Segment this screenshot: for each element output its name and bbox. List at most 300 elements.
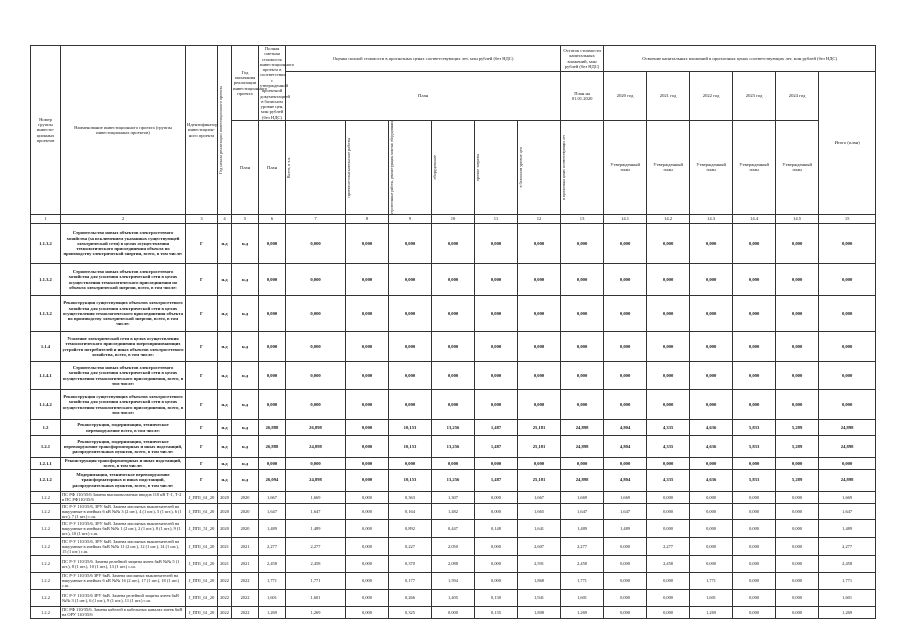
row-number: 1.2.2 — [31, 606, 61, 618]
header-project-id: Идентификатор инвестицион-ного проекта — [186, 46, 218, 215]
table-cell: 0,000 — [561, 390, 604, 420]
table-cell: 4,335 — [647, 420, 690, 436]
table-row — [31, 224, 876, 264]
row-number: 1.2.2 — [31, 519, 61, 537]
table-cell: 0,000 — [690, 519, 733, 537]
data-table — [30, 45, 876, 619]
table-cell: 0,000 — [647, 606, 690, 618]
table-cell: 2022 — [232, 606, 259, 618]
header-total-col: Всего, в т.ч. — [286, 120, 346, 214]
table-cell: 0,000 — [518, 362, 561, 390]
header-cost-estimate: Оценка полной стоимости в прогнозных ценах соответствующих лет, млн рублей (без НДС) — [286, 46, 561, 72]
header-capital-investment: Освоение капитальных вложений в прогнозных ценах соответствующих лет, млн рублей (без НДС) — [604, 46, 876, 72]
table-cell: 0,227 — [389, 537, 432, 555]
table-cell: 0,000 — [518, 390, 561, 420]
table-cell: 0,000 — [259, 458, 286, 470]
table-cell: 0,000 — [561, 332, 604, 362]
table-cell: 1,667 — [259, 491, 286, 503]
table-cell: 1,601 — [259, 589, 286, 606]
table-cell: Г — [186, 469, 218, 491]
table-cell: 1,669 — [286, 491, 346, 503]
table-cell: 2,458 — [286, 555, 346, 572]
table-cell: 1,269 — [690, 606, 733, 618]
row-number: 1.1.4.2 — [31, 390, 61, 420]
table-cell: 0,000 — [346, 436, 389, 458]
table-cell: 1,647 — [286, 503, 346, 519]
table-cell: 1,647 — [259, 503, 286, 519]
table-cell: 0,000 — [733, 296, 776, 332]
table-cell: 26,888 — [259, 436, 286, 458]
row-project-name: ПС Р-У 110/35/6 ЗРУ 6кВ. Замена релейной защиты ячеек 6кВ №№ 3 (1 шт.), 6 (1 шт.), 9 (1 шт.), 11 (1 шт.) с.ш. — [61, 589, 186, 606]
table-cell: 0,000 — [604, 296, 647, 332]
table-cell: н.д — [218, 458, 232, 470]
table-cell: 25,181 — [518, 469, 561, 491]
table-cell: 0,000 — [561, 264, 604, 296]
table-row — [31, 491, 876, 503]
table-cell: 0,000 — [346, 362, 389, 390]
table-cell: 2021 — [218, 537, 232, 555]
table-cell: J_ПП1_61_20 — [186, 555, 218, 572]
table-cell: 0,000 — [346, 572, 389, 589]
column-number: 2 — [61, 215, 186, 224]
column-number: 7 — [286, 215, 346, 224]
table-cell: 0,000 — [776, 589, 819, 606]
table-cell: 1,665 — [518, 503, 561, 519]
table-cell: 1,405 — [432, 589, 475, 606]
table-cell: 0,000 — [475, 503, 518, 519]
table-cell: 0,000 — [604, 589, 647, 606]
column-number: 14.3 — [690, 215, 733, 224]
table-cell: 1,601 — [819, 589, 876, 606]
table-cell: 0,447 — [432, 519, 475, 537]
table-cell: н.д — [218, 469, 232, 491]
row-project-name: ПС РФ 110/35/6. Замена кабелей в кабельных каналах ячеек 6кВ на ОРУ 110/35/6 — [61, 606, 186, 618]
table-cell: 0,000 — [475, 362, 518, 390]
table-cell: 0,000 — [690, 264, 733, 296]
table-cell: 0,000 — [561, 224, 604, 264]
column-number: 14.2 — [647, 215, 690, 224]
row-project-name: Реконструкция существующих объектов электросетевого хозяйства для усиления электрической сети в целях осуществления технологического присоединения, всего, в том числе: — [61, 390, 186, 420]
table-cell: J_ПП1_61_20 — [186, 537, 218, 555]
table-cell: н.д — [232, 224, 259, 264]
table-cell: Г — [186, 296, 218, 332]
table-cell: 0,000 — [647, 458, 690, 470]
header-plan: План — [286, 72, 561, 121]
table-cell: 2,591 — [518, 555, 561, 572]
row-project-name: ПС Р-У 110/35/6 ЗРУ 6кВ. Замена масляных выключателей на вакуумные в ячейках 6 кВ №№ 16 (2 шт.), 17 (1 шт.), 18 (1 шт.) с.ш. — [61, 572, 186, 589]
table-cell: 4,636 — [690, 420, 733, 436]
table-row — [31, 469, 876, 491]
column-number: 14.5 — [776, 215, 819, 224]
table-row — [31, 436, 876, 458]
table-cell: 0,000 — [389, 264, 432, 296]
table-cell: 0,000 — [647, 491, 690, 503]
table-cell: 0,000 — [475, 555, 518, 572]
table-cell: 4,335 — [647, 469, 690, 491]
table-cell: 5,289 — [776, 420, 819, 436]
table-cell: н.д — [232, 469, 259, 491]
table-cell: 26,094 — [259, 469, 286, 491]
row-project-name: ПС Р-У 110/35/6, ЗРУ 6кВ. Замена масляных выключателей на вакуумные в ячейках 6кВ №№ 11 (2 шт.), 12 (1 шт.), 14 (1 шт.), 15 (1 шт.) с.ш. — [61, 537, 186, 555]
row-number: 1.2.2 — [31, 589, 61, 606]
table-cell: 0,000 — [776, 224, 819, 264]
header-start-year: Год начала реализации инвестиционного проекта — [218, 46, 232, 215]
table-cell: 0,325 — [389, 606, 432, 618]
row-project-name: Строительство новых объектов электросетевого хозяйства для усиления электрической сети в целях осуществления технологического присоединения по объекта электрической энергии, всего, в том числе: — [61, 264, 186, 296]
table-cell: 1,307 — [432, 491, 475, 503]
table-cell: 25,181 — [518, 420, 561, 436]
table-cell: 2020 — [232, 491, 259, 503]
row-project-name: ПС Р-У 110/35/6. Замена релейной защиты ячеек 6кВ №№ 5 (1 шт.), 8 (1 шт.), 10 (1 шт.), 13 (1 шт.) с.ш. — [61, 555, 186, 572]
table-cell: 0,000 — [561, 296, 604, 332]
header-2023: 2023 год — [733, 72, 776, 121]
table-cell: J_ПП1_61_20 — [186, 606, 218, 618]
table-cell: 0,000 — [776, 458, 819, 470]
row-project-name: Реконструкция, модернизация, техническое перевооружение трансформаторных и иных подстанций, распределительных пунктов, всего, в том числе: — [61, 436, 186, 458]
table-cell: 0,000 — [647, 572, 690, 589]
table-cell: 4,804 — [604, 420, 647, 436]
table-cell: 4,804 — [604, 436, 647, 458]
header-end-year: Год окончания реализации инвестиционного проекта — [232, 46, 259, 121]
table-cell: 0,000 — [346, 224, 389, 264]
table-cell: 24,898 — [561, 436, 604, 458]
row-number: 1.2.2 — [31, 572, 61, 589]
table-cell: 1,808 — [518, 606, 561, 618]
table-cell: 1,647 — [604, 503, 647, 519]
table-cell: 0,000 — [561, 362, 604, 390]
row-number: 1.1.3.2 — [31, 224, 61, 264]
table-cell: J_ПП1_61_20 — [186, 589, 218, 606]
column-number: 11 — [475, 215, 518, 224]
table-cell: 2,458 — [819, 555, 876, 572]
table-cell: J_ПП1_51_20 — [186, 519, 218, 537]
table-cell: 0,000 — [346, 589, 389, 606]
table-cell: 1,669 — [604, 491, 647, 503]
table-cell: 0,000 — [286, 296, 346, 332]
row-project-name: Строительство новых объектов электросетевого хозяйства для усиления электрической сети в целях осуществления технологического присоединения, всего, в том числе: — [61, 362, 186, 390]
header-approved-2021: Утвержденный план — [647, 120, 690, 214]
table-cell: 0,135 — [475, 606, 518, 618]
table-cell: 0,000 — [733, 606, 776, 618]
table-cell: 1,489 — [561, 519, 604, 537]
table-cell: 2,277 — [286, 537, 346, 555]
table-cell: 0,000 — [346, 458, 389, 470]
table-cell: 0,000 — [346, 296, 389, 332]
header-forecast: в прогнозных ценах соответствующих лет — [561, 120, 604, 214]
table-cell: 0,000 — [475, 296, 518, 332]
table-cell: 0,000 — [518, 224, 561, 264]
table-cell: 0,000 — [690, 491, 733, 503]
table-cell: 0,000 — [733, 491, 776, 503]
column-number: 9 — [389, 215, 432, 224]
table-cell: 0,000 — [776, 491, 819, 503]
header-2021: 2021 год — [647, 72, 690, 121]
table-cell: 0,000 — [286, 458, 346, 470]
table-cell: 0,000 — [604, 572, 647, 589]
row-number: 1.2.1 — [31, 436, 61, 458]
table-cell: 2020 — [218, 491, 232, 503]
table-cell: 0,000 — [518, 332, 561, 362]
table-cell: 0,370 — [389, 555, 432, 572]
table-cell: 1,941 — [518, 589, 561, 606]
header-2020: 2020 год — [604, 72, 647, 121]
table-cell: н.д — [232, 264, 259, 296]
table-cell: 0,000 — [432, 606, 475, 618]
table-cell: 2,088 — [432, 555, 475, 572]
table-cell: 0,000 — [475, 491, 518, 503]
table-cell: 2022 — [232, 572, 259, 589]
table-cell: 0,000 — [389, 224, 432, 264]
table-cell: 1,269 — [561, 606, 604, 618]
table-cell: 0,000 — [475, 264, 518, 296]
table-cell: 0,000 — [690, 296, 733, 332]
table-cell: 0,000 — [475, 224, 518, 264]
table-cell: н.д — [218, 264, 232, 296]
row-number: 1.2.2 — [31, 555, 61, 572]
table-row — [31, 555, 876, 572]
table-cell: J_ПП1_61_20 — [186, 572, 218, 589]
table-cell: 24,898 — [286, 469, 346, 491]
table-cell: н.д — [232, 458, 259, 470]
column-number: 6 — [259, 215, 286, 224]
column-number: 1 — [31, 215, 61, 224]
table-row — [31, 362, 876, 390]
table-cell: 1,487 — [475, 420, 518, 436]
column-number: 8 — [346, 215, 389, 224]
table-cell: 0,000 — [432, 264, 475, 296]
table-cell: 1,771 — [286, 572, 346, 589]
table-cell: 5,833 — [733, 469, 776, 491]
table-cell: 0,000 — [776, 503, 819, 519]
table-cell: н.д — [218, 420, 232, 436]
table-cell: 0,000 — [259, 390, 286, 420]
table-cell: 0,000 — [518, 264, 561, 296]
table-row — [31, 296, 876, 332]
table-cell: 1,771 — [690, 572, 733, 589]
column-number: 4 — [218, 215, 232, 224]
header-project-name: Наименование инвестиционного проекта (группы инвестиционных проектов) — [61, 46, 186, 215]
table-cell: 0,000 — [733, 503, 776, 519]
table-cell: 13,256 — [432, 420, 475, 436]
table-cell: 0,000 — [819, 332, 876, 362]
column-number-row — [31, 215, 876, 224]
table-cell: 0,000 — [346, 332, 389, 362]
table-cell: 0,000 — [647, 264, 690, 296]
header-full-estimate: Полная сметная стоимость инвестиционного проекта в соответствии с утвержденной проектной документацией в базисном уровне цен, млн рублей (без НДС) — [260, 46, 295, 120]
table-cell: 4,636 — [690, 469, 733, 491]
table-cell: 0,000 — [690, 537, 733, 555]
header-pir: проектно-изыскательские работы — [346, 120, 389, 214]
header-equipment: оборудование — [432, 120, 475, 214]
table-cell: 0,000 — [647, 296, 690, 332]
header-2022: 2022 год — [690, 72, 733, 121]
table-row — [31, 390, 876, 420]
table-cell: 0,000 — [647, 362, 690, 390]
table-cell: 2,050 — [432, 537, 475, 555]
table-cell: 2022 — [232, 589, 259, 606]
row-project-name: Модернизация, техническое перевооружение трансформаторных и иных подстанций, распределительных пунктов, всего, в том числе: — [61, 469, 186, 491]
table-cell: 0,000 — [733, 224, 776, 264]
header-plan-on: План на 01.01.2020 — [561, 72, 604, 121]
table-cell: 13,256 — [432, 469, 475, 491]
table-cell: 1,647 — [819, 503, 876, 519]
table-cell: 0,000 — [776, 332, 819, 362]
column-number: 5 — [232, 215, 259, 224]
table-cell: 0,000 — [647, 224, 690, 264]
table-cell: 1,601 — [690, 589, 733, 606]
table-cell: 0,000 — [346, 555, 389, 572]
table-cell: 4,636 — [690, 436, 733, 458]
table-cell: 24,898 — [561, 469, 604, 491]
table-cell: 0,000 — [604, 555, 647, 572]
table-cell: 0,000 — [776, 296, 819, 332]
column-number: 3 — [186, 215, 218, 224]
header-remaining-cost: Остаток стоимости капитальных вложений, млн рублей (без НДС) — [561, 46, 604, 72]
table-cell: 25,181 — [518, 436, 561, 458]
table-cell: 2021 — [232, 555, 259, 572]
table-cell: 2,458 — [647, 555, 690, 572]
table-cell: 0,000 — [346, 491, 389, 503]
table-cell: Г — [186, 390, 218, 420]
table-cell: 0,000 — [259, 296, 286, 332]
table-cell: 0,000 — [432, 390, 475, 420]
table-cell: 2,277 — [819, 537, 876, 555]
table-cell: н.д — [232, 420, 259, 436]
table-cell: 2022 — [218, 589, 232, 606]
table-cell: 0,000 — [475, 537, 518, 555]
table-cell: 1,771 — [561, 572, 604, 589]
table-cell: 0,000 — [690, 332, 733, 362]
row-project-name: Реконструкция существующих объектов электросетевого хозяйства для усиления электрической сети в целях осуществления технологического присоединения объекта по производству электрической энергии, всего, в том числе: — [61, 296, 186, 332]
table-cell: 1,489 — [259, 519, 286, 537]
table-cell: 2020 — [232, 503, 259, 519]
table-cell: 0,000 — [604, 224, 647, 264]
table-cell: 0,000 — [604, 458, 647, 470]
table-cell: Г — [186, 458, 218, 470]
investment-program-table — [30, 45, 875, 627]
table-cell: 0,266 — [389, 589, 432, 606]
column-number: 14.4 — [733, 215, 776, 224]
table-cell: 2,277 — [647, 537, 690, 555]
row-project-name: ПС Р-У 110/35/6, ЗРУ 6кВ. Замена масляных выключателей на вакуумные в ячейках 6кВ №№ 1 (2 шт.), 2 (1 шт.), 8 (1 шт.), 9 (1 шт.), 10 (1 шт.) с.ш. — [61, 519, 186, 537]
table-cell: 0,000 — [259, 224, 286, 264]
table-cell: н.д — [232, 296, 259, 332]
table-cell: 2,458 — [561, 555, 604, 572]
table-cell: 0,000 — [647, 589, 690, 606]
table-cell: н.д — [218, 390, 232, 420]
table-cell: 0,177 — [389, 572, 432, 589]
table-cell: 1,601 — [286, 589, 346, 606]
table-cell: 1,269 — [286, 606, 346, 618]
table-cell: 0,000 — [604, 537, 647, 555]
table-cell: 2022 — [218, 572, 232, 589]
table-cell: 0,000 — [475, 332, 518, 362]
table-cell: 0,000 — [286, 390, 346, 420]
table-row — [31, 537, 876, 555]
table-cell: 0,000 — [819, 362, 876, 390]
table-cell: 0,000 — [518, 296, 561, 332]
table-cell: 2,277 — [561, 537, 604, 555]
table-cell: 1,771 — [819, 572, 876, 589]
table-row — [31, 606, 876, 618]
table-row — [31, 572, 876, 589]
table-cell: 1,482 — [432, 503, 475, 519]
table-cell: 13,256 — [432, 436, 475, 458]
table-cell: 0,000 — [690, 224, 733, 264]
table-cell: 0,892 — [389, 519, 432, 537]
table-cell: 1,647 — [561, 503, 604, 519]
table-cell: 2020 — [232, 519, 259, 537]
table-row — [31, 458, 876, 470]
row-project-name: Реконструкция, модернизация, техническое перевооружение всего, в том числе: — [61, 420, 186, 436]
table-row — [31, 332, 876, 362]
table-cell: 1,489 — [604, 519, 647, 537]
table-cell: 0,000 — [432, 296, 475, 332]
table-cell: 0,000 — [346, 264, 389, 296]
table-cell: 4,804 — [604, 469, 647, 491]
table-cell: н.д — [232, 390, 259, 420]
table-cell: 0,000 — [286, 362, 346, 390]
table-row — [31, 589, 876, 606]
table-cell: 5,289 — [776, 436, 819, 458]
table-cell: 0,000 — [432, 332, 475, 362]
table-cell: 0,000 — [733, 264, 776, 296]
table-cell: 0,000 — [776, 572, 819, 589]
column-number: 15 — [819, 215, 876, 224]
table-cell: Г — [186, 264, 218, 296]
table-cell: н.д — [218, 332, 232, 362]
table-cell: 0,000 — [346, 420, 389, 436]
table-cell: 0,000 — [690, 390, 733, 420]
header-plan-sub-2: План — [259, 120, 286, 214]
table-cell: 0,000 — [518, 458, 561, 470]
row-number: 1.2.2 — [31, 491, 61, 503]
table-cell: 0,000 — [690, 458, 733, 470]
table-cell: 1,269 — [259, 606, 286, 618]
table-cell: 0,000 — [432, 224, 475, 264]
table-cell: 0,000 — [690, 362, 733, 390]
table-cell: Г — [186, 436, 218, 458]
table-cell: 0,000 — [733, 362, 776, 390]
table-cell: 0,000 — [733, 555, 776, 572]
row-number: 1.1.4 — [31, 332, 61, 362]
table-cell: 1,489 — [819, 519, 876, 537]
table-cell: 0,000 — [819, 390, 876, 420]
table-cell: н.д — [218, 224, 232, 264]
table-cell: 0,000 — [389, 390, 432, 420]
table-cell: 0,000 — [733, 332, 776, 362]
table-cell: 2020 — [218, 519, 232, 537]
table-cell: 0,000 — [475, 572, 518, 589]
table-cell: 24,898 — [286, 436, 346, 458]
table-cell: 0,000 — [819, 458, 876, 470]
column-number: 13 — [561, 215, 604, 224]
table-row — [31, 503, 876, 519]
table-cell: 0,000 — [604, 606, 647, 618]
table-cell: 0,000 — [647, 519, 690, 537]
table-cell: 0,000 — [647, 503, 690, 519]
header-total: Итого (план) — [819, 72, 876, 215]
table-cell: 2021 — [218, 555, 232, 572]
table-cell: 24,898 — [819, 436, 876, 458]
header-other: прочие затраты — [475, 120, 518, 214]
table-cell: 0,000 — [346, 469, 389, 491]
table-cell: 0,000 — [776, 362, 819, 390]
table-cell: 0,000 — [475, 458, 518, 470]
column-number: 12 — [518, 215, 561, 224]
row-number: 1.2 — [31, 420, 61, 436]
header-approved-2024: Утвержденный план — [776, 120, 819, 214]
